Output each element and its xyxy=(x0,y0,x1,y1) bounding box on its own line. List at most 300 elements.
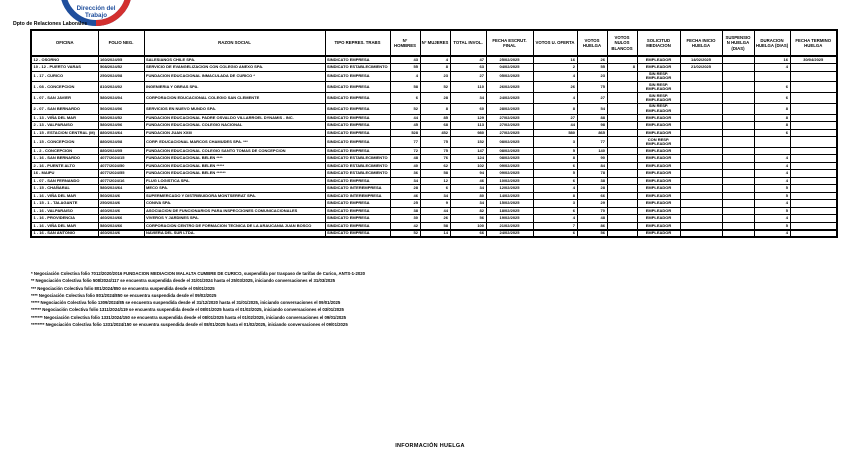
cell-r9-c6: 152 xyxy=(450,137,486,148)
footnote-7: ******* Negociación Colectiva folio 1331/2024/150 se encuentra suspendida desde el 08/01/2025 hasta el 01/02/2025, iniciando conversaciones el 09/01/2025 xyxy=(31,314,347,320)
cell-r5-c10 xyxy=(607,103,637,114)
cell-r11-c7: 08/02/2025 xyxy=(486,155,533,163)
cell-r10-c2: FUNDACION EDUCACIONAL COLEGIO SANTO TOMAS DE CONCEPCION xyxy=(144,147,325,155)
cell-r13-c14: 4 xyxy=(754,170,790,178)
cell-r3-c7: 26/02/2025 xyxy=(486,82,533,93)
cell-r17-c11: EMPLEADOR xyxy=(637,200,680,208)
cell-r21-c0: 1 - 16 - SAN ANTONIO xyxy=(31,230,98,238)
cell-r11-c0: 1 - 16 - SAN BERNARDO xyxy=(31,155,98,163)
cell-r1-c15 xyxy=(790,64,837,72)
cell-r20-c11: EMPLEADOR xyxy=(637,222,680,230)
cell-r5-c12 xyxy=(680,103,722,114)
cell-r1-c4: 55 xyxy=(390,64,420,72)
cell-r21-c6: 66 xyxy=(450,230,486,238)
cell-r16-c14: 5 xyxy=(754,192,790,200)
cell-r4-c8: 4 xyxy=(533,93,577,104)
cell-r11-c5: 76 xyxy=(420,155,450,163)
cell-r12-c12 xyxy=(680,162,722,170)
cell-r14-c6: 46 xyxy=(450,177,486,185)
cell-r21-c15 xyxy=(790,230,837,238)
cell-r18-c2: ASOCIACION DE FUNCIONARIOS PARA INSPECCIONES COMUNICACIONALES xyxy=(144,207,325,215)
cell-r12-c8: 6 xyxy=(533,162,577,170)
cell-r21-c12 xyxy=(680,230,722,238)
cell-r8-c13 xyxy=(722,129,754,137)
cell-r7-c1: 580/2024/06 xyxy=(98,122,144,130)
cell-r17-c2: CONIVA SPA. xyxy=(144,200,325,208)
cell-r17-c6: 34 xyxy=(450,200,486,208)
cell-r20-c2: CORPORACION CENTRO DE FORMACION TECNICA DE LA ARAUCANIA JUAN BOSCO xyxy=(144,222,325,230)
cell-r13-c6: 94 xyxy=(450,170,486,178)
cell-r8-c5: 452 xyxy=(420,129,450,137)
cell-r6-c12 xyxy=(680,114,722,122)
cell-r10-c0: 1 - 2 - CONCEPCION xyxy=(31,147,98,155)
table-row xyxy=(31,177,837,185)
cell-r21-c2: NAVIERA DEL SUR LTDA. xyxy=(144,230,325,238)
cell-r3-c6: 110 xyxy=(450,82,486,93)
cell-r3-c12 xyxy=(680,82,722,93)
cell-r20-c14: 5 xyxy=(754,222,790,230)
cell-r5-c2: SERVICIOS EN NUEVO MUNDO SPA. xyxy=(144,103,325,114)
cell-r2-c4: 4 xyxy=(390,71,420,82)
cell-r6-c15 xyxy=(790,114,837,122)
cell-r10-c9: 140 xyxy=(577,147,607,155)
table-row xyxy=(31,82,837,93)
cell-r5-c0: 2 - 07 - SAN BERNARDO xyxy=(31,103,98,114)
cell-r15-c14: 5 xyxy=(754,185,790,193)
cell-r4-c6: 34 xyxy=(450,93,486,104)
footnote-1: * Negociación Colectiva folio 7012/2020/2016 FUNDACION MEDIACION MALALTA CUMBRE DE CURICO, suspendida por traspaso de tarifas de Curico, ANTS-1-2020 xyxy=(31,271,366,276)
cell-r18-c8: 6 xyxy=(533,207,577,215)
cell-r7-c14: 8 xyxy=(754,122,790,130)
footnote-3: *** Negociación Colectiva folio 801/2024/850 se encuentra suspendida desde el 05/01/2025 xyxy=(31,285,215,291)
cell-r9-c8: 3 xyxy=(533,137,577,148)
cell-r0-c13 xyxy=(722,56,754,64)
cell-r20-c1: 580/2024/66 xyxy=(98,222,144,230)
cell-r3-c9: 75 xyxy=(577,82,607,93)
cell-r3-c0: 1 - 08 - CONCEPCION xyxy=(31,82,98,93)
cell-r5-c6: 60 xyxy=(450,103,486,114)
cell-r18-c12 xyxy=(680,207,722,215)
cell-r16-c4: 46 xyxy=(390,192,420,200)
cell-r9-c4: 77 xyxy=(390,137,420,148)
cell-r11-c15 xyxy=(790,155,837,163)
cell-r6-c5: 85 xyxy=(420,114,450,122)
cell-r4-c4: 6 xyxy=(390,93,420,104)
cell-r9-c10 xyxy=(607,137,637,148)
cell-r18-c13 xyxy=(722,207,754,215)
cell-r9-c11: CON RESP. EMPLEADOR xyxy=(637,137,680,148)
cell-r8-c1: 880/2024/64 xyxy=(98,129,144,137)
column-header-15: FECHA TERMINO HUELGA xyxy=(790,30,837,56)
cell-r13-c12 xyxy=(680,170,722,178)
cell-r3-c3: SINDICATO EMPRESA xyxy=(325,82,390,93)
cell-r5-c4: 52 xyxy=(390,103,420,114)
cell-r18-c7: 18/02/2025 xyxy=(486,207,533,215)
cell-r5-c5: 8 xyxy=(420,103,450,114)
cell-r21-c4: 52 xyxy=(390,230,420,238)
column-header-11: SOLICITUD MEDIACION xyxy=(637,30,680,56)
cell-r2-c3: SINDICATO EMPRESA xyxy=(325,71,390,82)
cell-r1-c2: SERVICIO DE EVANGELIZACION CON COLEGIO ANEXO SPA. xyxy=(144,64,325,72)
table-row xyxy=(31,185,837,193)
cell-r12-c4: 40 xyxy=(390,162,420,170)
strikes-table xyxy=(30,29,838,238)
cell-r0-c15: 30/04/2025 xyxy=(790,56,837,64)
cell-r0-c1: 160/2024/05 xyxy=(98,56,144,64)
cell-r1-c0: 10 - 12 - PUERTO VARAS xyxy=(31,64,98,72)
cell-r0-c4: 43 xyxy=(390,56,420,64)
cell-r17-c3: SINDICATO EMPRESA xyxy=(325,200,390,208)
cell-r13-c0: 16 - MAIPU xyxy=(31,170,98,178)
cell-r8-c15 xyxy=(790,129,837,137)
column-header-3: TIPO REPRES. TRABS xyxy=(325,30,390,56)
cell-r14-c11: EMPLEADOR xyxy=(637,177,680,185)
cell-r15-c6: 34 xyxy=(450,185,486,193)
cell-r16-c6: 80 xyxy=(450,192,486,200)
cell-r15-c10 xyxy=(607,185,637,193)
column-header-4: N° HOMBRES xyxy=(390,30,420,56)
table-row xyxy=(31,230,837,238)
cell-r12-c3: SINDICATO ESTABLECIMIENTO xyxy=(325,162,390,170)
cell-r21-c13 xyxy=(722,230,754,238)
table-row xyxy=(31,200,837,208)
table-row xyxy=(31,71,837,82)
cell-r19-c2: VIVEROS Y JARDINES SPA. xyxy=(144,215,325,223)
cell-r20-c8: 7 xyxy=(533,222,577,230)
cell-r12-c1: 4077/2024/50 xyxy=(98,162,144,170)
cell-r3-c10 xyxy=(607,82,637,93)
cell-r1-c14: 4 xyxy=(754,64,790,72)
cell-r2-c8: 4 xyxy=(533,71,577,82)
cell-r20-c6: 100 xyxy=(450,222,486,230)
cell-r19-c13 xyxy=(722,215,754,223)
cell-r19-c9: 48 xyxy=(577,215,607,223)
strikes-table-wrapper xyxy=(30,29,830,238)
footnotes-block xyxy=(31,270,831,328)
cell-r12-c5: 62 xyxy=(420,162,450,170)
cell-r17-c7: 15/02/2025 xyxy=(486,200,533,208)
cell-r9-c5: 75 xyxy=(420,137,450,148)
cell-r2-c9: 23 xyxy=(577,71,607,82)
cell-r12-c0: 2 - 16 - PUENTE ALTO xyxy=(31,162,98,170)
cell-r17-c10 xyxy=(607,200,637,208)
cell-r14-c2: FLUG LOGISTICA SPA. xyxy=(144,177,325,185)
cell-r12-c11: EMPLEADOR xyxy=(637,162,680,170)
cell-r11-c10 xyxy=(607,155,637,163)
cell-r14-c12 xyxy=(680,177,722,185)
cell-r11-c13 xyxy=(722,155,754,163)
cell-r15-c0: 1 - 15 - CHAÑARAL xyxy=(31,185,98,193)
cell-r7-c2: FUNDACION EDUCACIONAL COLEGIO NACIONAL xyxy=(144,122,325,130)
cell-r16-c15 xyxy=(790,192,837,200)
table-row xyxy=(31,122,837,130)
cell-r2-c15 xyxy=(790,71,837,82)
cell-r15-c1: 580/2024/64 xyxy=(98,185,144,193)
cell-r21-c11: EMPLEADOR xyxy=(637,230,680,238)
cell-r6-c11: EMPLEADOR xyxy=(637,114,680,122)
cell-r12-c10 xyxy=(607,162,637,170)
cell-r14-c10 xyxy=(607,177,637,185)
cell-r7-c7: 27/02/2025 xyxy=(486,122,533,130)
cell-r11-c8: 8 xyxy=(533,155,577,163)
cell-r2-c10 xyxy=(607,71,637,82)
cell-r15-c8: 4 xyxy=(533,185,577,193)
cell-r13-c3: SINDICATO ESTABLECIMIENTO xyxy=(325,170,390,178)
cell-r1-c12: 21/02/2025 xyxy=(680,64,722,72)
cell-r20-c5: 58 xyxy=(420,222,450,230)
cell-r16-c8: 8 xyxy=(533,192,577,200)
cell-r4-c7: 24/02/2025 xyxy=(486,93,533,104)
cell-r2-c0: 1 - 17 - CURICO xyxy=(31,71,98,82)
cell-r0-c9: 26 xyxy=(577,56,607,64)
column-header-1: FOLIO NEG. xyxy=(98,30,144,56)
cell-r5-c1: 560/2024/06 xyxy=(98,103,144,114)
column-header-0: OFICINA xyxy=(31,30,98,56)
cell-r16-c0: 1 - 16 - VIÑA DEL MAR xyxy=(31,192,98,200)
column-header-8: VOTOS U. OFERTA xyxy=(533,30,577,56)
cell-r3-c8: 26 xyxy=(533,82,577,93)
cell-r13-c2: FUNDACION EDUCACIONAL BELEN ****** xyxy=(144,170,325,178)
table-row xyxy=(31,162,837,170)
cell-r19-c1: 460/2024/66 xyxy=(98,215,144,223)
cell-r11-c9: 90 xyxy=(577,155,607,163)
column-header-6: TOTAL INVOL. xyxy=(450,30,486,56)
cell-r17-c4: 25 xyxy=(390,200,420,208)
cell-r1-c6: 63 xyxy=(450,64,486,72)
cell-r15-c5: 6 xyxy=(420,185,450,193)
cell-r3-c4: 58 xyxy=(390,82,420,93)
page-footer-text: INFORMACIÓN HUELGA xyxy=(395,443,465,449)
cell-r13-c10 xyxy=(607,170,637,178)
cell-r5-c11: SIN RESP. EMPLEADOR xyxy=(637,103,680,114)
cell-r13-c15 xyxy=(790,170,837,178)
cell-r3-c1: 810/2024/02 xyxy=(98,82,144,93)
cell-r16-c2: SUPERMERCADO Y DISTRIBUIDORA MONTSERRAT SPA. xyxy=(144,192,325,200)
table-row xyxy=(31,155,837,163)
cell-r12-c6: 102 xyxy=(450,162,486,170)
cell-r21-c9: 56 xyxy=(577,230,607,238)
cell-r10-c10 xyxy=(607,147,637,155)
cell-r10-c6: 147 xyxy=(450,147,486,155)
cell-r12-c13 xyxy=(722,162,754,170)
cell-r4-c2: CORPORACION EDUCACIONAL COLEGIO SAN CLEMENTE xyxy=(144,93,325,104)
cell-r16-c11: EMPLEADOR xyxy=(637,192,680,200)
cell-r6-c7: 27/02/2025 xyxy=(486,114,533,122)
column-header-12: FECHA INICIO HUELGA xyxy=(680,30,722,56)
cell-r15-c7: 12/02/2025 xyxy=(486,185,533,193)
cell-r4-c5: 28 xyxy=(420,93,450,104)
cell-r5-c8: 8 xyxy=(533,103,577,114)
cell-r21-c3: SINDICATO EMPRESA xyxy=(325,230,390,238)
cell-r18-c0: 1 - 16 - VALPARAISO xyxy=(31,207,98,215)
cell-r1-c8: 2 xyxy=(533,64,577,72)
cell-r9-c13 xyxy=(722,137,754,148)
cell-r0-c2: SALESIANOS CHILE SPA. xyxy=(144,56,325,64)
cell-r10-c4: 72 xyxy=(390,147,420,155)
cell-r20-c12 xyxy=(680,222,722,230)
cell-r0-c3: SINDICATO EMPRESA xyxy=(325,56,390,64)
cell-r2-c2: FUNDACION EDUCACIONAL INMACULADA DE CURICO * xyxy=(144,71,325,82)
cell-r7-c4: 45 xyxy=(390,122,420,130)
cell-r3-c15 xyxy=(790,82,837,93)
cell-r19-c11: EMPLEADOR xyxy=(637,215,680,223)
cell-r10-c11: EMPLEADOR xyxy=(637,147,680,155)
cell-r0-c8: 16 xyxy=(533,56,577,64)
cell-r1-c10: 8 xyxy=(607,64,637,72)
footnote-2: ** Negociación Colectiva folio 508/2024/117 se encuentra suspendida desde el 31/01/2024 hasta el 25/03/2025, iniciando conversaciones el 31/03/2025 xyxy=(31,278,336,284)
cell-r4-c12 xyxy=(680,93,722,104)
cell-r7-c15 xyxy=(790,122,837,130)
cell-r8-c0: 1 - 15 - ESTACION CENTRAL (M) xyxy=(31,129,98,137)
cell-r10-c7: 08/02/2025 xyxy=(486,147,533,155)
cell-r17-c8: 3 xyxy=(533,200,577,208)
cell-r20-c4: 42 xyxy=(390,222,420,230)
footnote-6: ****** Negociación Colectiva folio 1311/2024/119 se encuentra suspendida desde el 08/01/2025 hasta el 01/02/2025, iniciando conversaciones el 03/01/2025 xyxy=(31,307,344,313)
cell-r5-c7: 28/02/2025 xyxy=(486,103,533,114)
cell-r6-c9: 88 xyxy=(577,114,607,122)
cell-r11-c2: FUNDACION EDUCACIONAL BELEN **** xyxy=(144,155,325,163)
cell-r17-c15 xyxy=(790,200,837,208)
cell-r8-c7: 27/02/2025 xyxy=(486,129,533,137)
cell-r0-c0: 12 - OSORNO xyxy=(31,56,98,64)
cell-r19-c0: 1 - 16 - PROVIDENCIA xyxy=(31,215,98,223)
cell-r21-c5: 14 xyxy=(420,230,450,238)
cell-r14-c15 xyxy=(790,177,837,185)
cell-r15-c9: 28 xyxy=(577,185,607,193)
cell-r18-c6: 82 xyxy=(450,207,486,215)
logo-text-line2: Trabajo xyxy=(84,12,108,19)
cell-r6-c6: 129 xyxy=(450,114,486,122)
cell-r21-c10 xyxy=(607,230,637,238)
cell-r12-c14: 4 xyxy=(754,162,790,170)
cell-r2-c6: 27 xyxy=(450,71,486,82)
table-row xyxy=(31,56,837,64)
table-row xyxy=(31,103,837,114)
cell-r0-c14: 16 xyxy=(754,56,790,64)
table-row xyxy=(31,207,837,215)
cell-r4-c10 xyxy=(607,93,637,104)
table-row xyxy=(31,64,837,72)
cell-r19-c6: 56 xyxy=(450,215,486,223)
cell-r3-c2: INGENIERIA Y OBRAS SPA. xyxy=(144,82,325,93)
cell-r7-c13 xyxy=(722,122,754,130)
cell-r3-c11: SIN RESP. EMPLEADOR xyxy=(637,82,680,93)
cell-r21-c1: 460/2024/6 xyxy=(98,230,144,238)
cell-r2-c1: 250/2024/08 xyxy=(98,71,144,82)
cell-r1-c13 xyxy=(722,64,754,72)
cell-r10-c8: 5 xyxy=(533,147,577,155)
cell-r18-c10 xyxy=(607,207,637,215)
cell-r16-c1: 560/2024/6 xyxy=(98,192,144,200)
cell-r11-c14: 4 xyxy=(754,155,790,163)
cell-r18-c4: 38 xyxy=(390,207,420,215)
cell-r8-c11: EMPLEADOR xyxy=(637,129,680,137)
cell-r8-c10 xyxy=(607,129,637,137)
cell-r7-c11: EMPLEADOR xyxy=(637,122,680,130)
cell-r7-c6: 113 xyxy=(450,122,486,130)
cell-r16-c3: SINDICATO INTEREMPRESA xyxy=(325,192,390,200)
cell-r13-c7: 09/02/2025 xyxy=(486,170,533,178)
column-header-13: SUSPENSIO N HUELGA (DIAS) xyxy=(722,30,754,56)
cell-r1-c1: 508/2024/52 xyxy=(98,64,144,72)
cell-r6-c14: 8 xyxy=(754,114,790,122)
cell-r2-c11: SIN RESP. EMPLEADOR xyxy=(637,71,680,82)
cell-r5-c3: SINDICATO EMPRESA xyxy=(325,103,390,114)
column-header-10: VOTOS NULOS BLANCOS xyxy=(607,30,637,56)
cell-r18-c9: 70 xyxy=(577,207,607,215)
cell-r8-c14: 6 xyxy=(754,129,790,137)
cell-r21-c7: 24/02/2025 xyxy=(486,230,533,238)
cell-r4-c3: SINDICATO EMPRESA xyxy=(325,93,390,104)
cell-r10-c1: 880/2024/05 xyxy=(98,147,144,155)
cell-r13-c13 xyxy=(722,170,754,178)
cell-r19-c15 xyxy=(790,215,837,223)
cell-r4-c9: 27 xyxy=(577,93,607,104)
cell-r19-c10 xyxy=(607,215,637,223)
cell-r18-c15 xyxy=(790,207,837,215)
cell-r11-c6: 124 xyxy=(450,155,486,163)
cell-r16-c10 xyxy=(607,192,637,200)
table-row xyxy=(31,222,837,230)
table-row xyxy=(31,147,837,155)
footnote-8: ******** Negociación Colectiva folio 1331/2024/150 se encuentra suspendida desde el 08/01/2025 hasta el 01/02/2025, iniciando conversaciones el 09/01/2025 xyxy=(31,322,348,328)
cell-r15-c11: EMPLEADOR xyxy=(637,185,680,193)
cell-r1-c11: EMPLEADOR xyxy=(637,64,680,72)
cell-r7-c8: 44 xyxy=(533,122,577,130)
cell-r18-c14: 5 xyxy=(754,207,790,215)
column-header-5: N° MUJERES xyxy=(420,30,450,56)
cell-r18-c1: 460/2024/6 xyxy=(98,207,144,215)
cell-r16-c13 xyxy=(722,192,754,200)
cell-r2-c14 xyxy=(754,71,790,82)
cell-r20-c9: 86 xyxy=(577,222,607,230)
cell-r8-c6: 980 xyxy=(450,129,486,137)
cell-r18-c3: SINDICATO EMPRESA xyxy=(325,207,390,215)
cell-r15-c2: MECO SPA. xyxy=(144,185,325,193)
table-row xyxy=(31,170,837,178)
cell-r10-c12 xyxy=(680,147,722,155)
footnote-4: **** Negociación Colectiva folio 801/2024/850 se encuentra suspendida desde el 09/02/2025 xyxy=(31,292,217,298)
cell-r19-c8: 4 xyxy=(533,215,577,223)
cell-r0-c5: 4 xyxy=(420,56,450,64)
cell-r14-c8: 6 xyxy=(533,177,577,185)
cell-r20-c15 xyxy=(790,222,837,230)
table-row xyxy=(31,129,837,137)
table-header-row xyxy=(31,30,837,56)
cell-r18-c11: EMPLEADOR xyxy=(637,207,680,215)
cell-r20-c10 xyxy=(607,222,637,230)
cell-r15-c15 xyxy=(790,185,837,193)
cell-r17-c1: 250/2024/6 xyxy=(98,200,144,208)
cell-r19-c14: 4 xyxy=(754,215,790,223)
cell-r13-c5: 58 xyxy=(420,170,450,178)
cell-r13-c1: 4077/2024/55 xyxy=(98,170,144,178)
cell-r5-c9: 54 xyxy=(577,103,607,114)
cell-r14-c14: 4 xyxy=(754,177,790,185)
cell-r15-c4: 28 xyxy=(390,185,420,193)
cell-r10-c5: 75 xyxy=(420,147,450,155)
cell-r19-c12 xyxy=(680,215,722,223)
cell-r2-c12 xyxy=(680,71,722,82)
cell-r3-c14: 6 xyxy=(754,82,790,93)
cell-r20-c0: 1 - 16 - VIÑA DEL MAR xyxy=(31,222,98,230)
cell-r11-c3: SINDICATO ESTABLECIMIENTO xyxy=(325,155,390,163)
cell-r20-c3: SINDICATO EMPRESA xyxy=(325,222,390,230)
cell-r14-c4: 34 xyxy=(390,177,420,185)
cell-r11-c4: 48 xyxy=(390,155,420,163)
cell-r14-c13 xyxy=(722,177,754,185)
cell-r12-c15 xyxy=(790,162,837,170)
